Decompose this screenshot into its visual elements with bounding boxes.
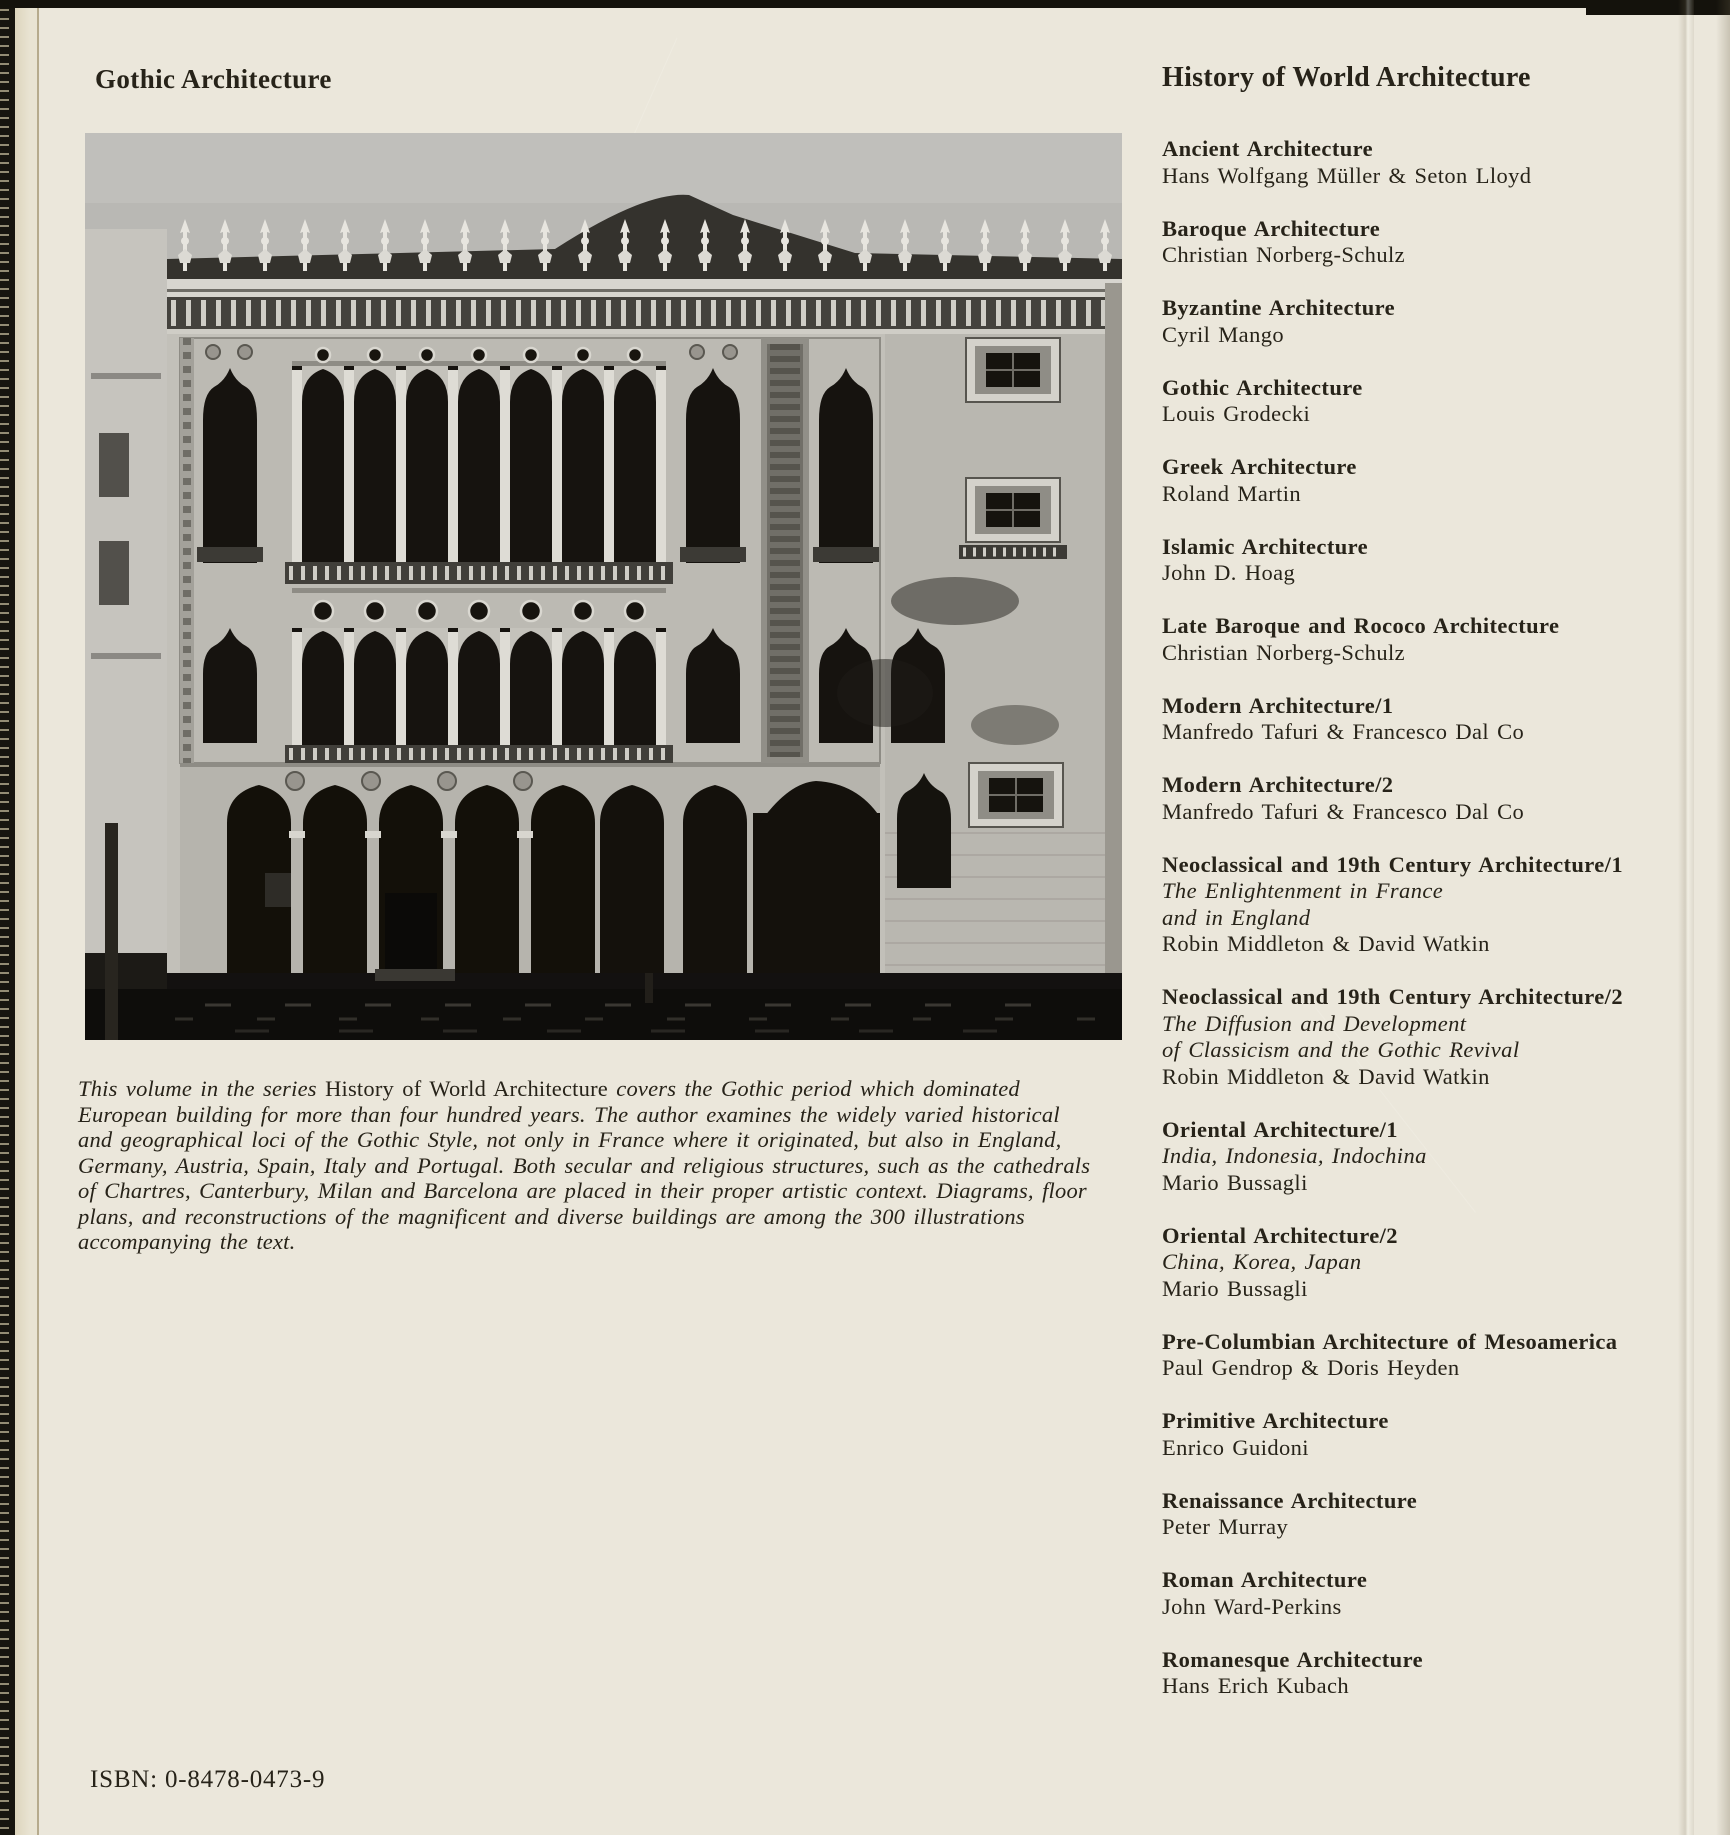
series-entry-subtitle: The Enlightenment in France — [1162, 878, 1444, 903]
series-entry-authors: Robin Middleton & David Watkin — [1162, 1063, 1490, 1089]
series-entry — [1162, 136, 1714, 189]
series-entry — [1162, 613, 1714, 666]
series-entry-subtitles — [1162, 1011, 1714, 1064]
series-entry-authors: Hans Wolfgang Müller & Seton Lloyd — [1162, 162, 1532, 188]
series-entry-subtitles — [1162, 1143, 1714, 1170]
series-entry-authors: Hans Erich Kubach — [1162, 1673, 1349, 1698]
series-entry-title: Ancient Architecture — [1162, 136, 1373, 161]
series-entry — [1162, 454, 1714, 507]
series-entry-authors: Manfredo Tafuri & Francesco Dal Co — [1162, 798, 1525, 824]
series-entry — [1162, 1117, 1714, 1197]
series-entry-title: Modern Architecture/2 — [1162, 772, 1394, 797]
series-entry — [1162, 1567, 1714, 1620]
series-entry-subtitles — [1162, 1249, 1714, 1276]
series-entry-authors: Peter Murray — [1162, 1514, 1289, 1539]
series-entry-subtitle: and in England — [1162, 904, 1311, 930]
blurb-lead: This volume in the series — [78, 1076, 326, 1101]
series-entry-title: Primitive Architecture — [1162, 1408, 1389, 1433]
series-entry — [1162, 1408, 1714, 1461]
series-entry-authors: Manfredo Tafuri & Francesco Dal Co — [1162, 719, 1525, 744]
series-entry — [1162, 1329, 1714, 1382]
series-entry — [1162, 295, 1714, 348]
series-entry — [1162, 534, 1714, 587]
series-entry-subtitle: of Classicism and the Gothic Revival — [1162, 1037, 1520, 1062]
mooring-pole — [105, 823, 118, 1040]
series-entry-authors: Cyril Mango — [1162, 321, 1285, 347]
neighbor-building — [85, 229, 167, 993]
series-entry — [1162, 693, 1714, 746]
scan-top-edge — [0, 0, 1730, 8]
series-entry-title: Gothic Architecture — [1162, 374, 1363, 400]
series-entry-subtitle: China, Korea, Japan — [1162, 1249, 1362, 1274]
scanner-film-strip — [0, 0, 15, 1835]
series-entry-authors: Roland Martin — [1162, 480, 1302, 506]
series-entry-title: Greek Architecture — [1162, 454, 1357, 479]
series-entry-authors: John Ward-Perkins — [1162, 1593, 1342, 1619]
series-entry-authors: Louis Grodecki — [1162, 401, 1311, 426]
scan-top-edge-right — [1586, 0, 1730, 15]
series-entry-title: Late Baroque and Rococo Architecture — [1162, 613, 1560, 638]
cover-edge-margin — [15, 0, 39, 1835]
series-entry-title: Neoclassical and 19th Century Architecture/2 — [1162, 984, 1623, 1009]
series-entry-title: Baroque Architecture — [1162, 215, 1381, 241]
terrace-balustrade — [167, 292, 1122, 334]
series-entry-authors: Mario Bussagli — [1162, 1275, 1308, 1301]
series-entry — [1162, 1647, 1714, 1700]
cover-right-shadow — [1716, 0, 1730, 1835]
series-entry — [1162, 772, 1714, 825]
series-entry-authors: Paul Gendrop & Doris Heyden — [1162, 1355, 1460, 1380]
series-entry-title: Roman Architecture — [1162, 1567, 1368, 1592]
series-entry — [1162, 984, 1714, 1090]
series-entry-title: Modern Architecture/1 — [1162, 692, 1394, 718]
series-entry — [1162, 216, 1714, 269]
series-entry-title: Renaissance Architecture — [1162, 1487, 1418, 1513]
cover-photo-ca-doro — [85, 133, 1122, 1040]
series-entry-authors: Mario Bussagli — [1162, 1169, 1308, 1195]
isbn-text: ISBN: 0-8478-0473-9 — [90, 1766, 326, 1793]
series-entry-title: Oriental Architecture/2 — [1162, 1222, 1398, 1248]
series-entry-title: Islamic Architecture — [1162, 533, 1368, 559]
series-entry-title: Neoclassical and 19th Century Architecture/1 — [1162, 851, 1623, 877]
series-entry — [1162, 1223, 1714, 1303]
series-entry-authors: Enrico Guidoni — [1162, 1434, 1309, 1460]
series-list-section — [1162, 62, 1714, 1726]
series-entry-subtitle: The Diffusion and Development — [1162, 1010, 1467, 1036]
series-entry-subtitle: India, Indonesia, Indochina — [1162, 1143, 1427, 1168]
series-entry — [1162, 1488, 1714, 1541]
series-entry-authors: Robin Middleton & David Watkin — [1162, 931, 1490, 956]
series-entry-title: Oriental Architecture/1 — [1162, 1116, 1398, 1142]
series-entry-title: Romanesque Architecture — [1162, 1646, 1423, 1672]
series-heading: History of World Architecture — [1162, 62, 1531, 93]
series-entry-subtitles — [1162, 878, 1714, 931]
series-entry-title: Pre-Columbian Architecture of Mesoamerica — [1162, 1328, 1618, 1354]
series-entries — [1162, 136, 1714, 1700]
series-entry — [1162, 375, 1714, 428]
series-entry-authors: Christian Norberg-Schulz — [1162, 639, 1406, 665]
venetian-palace-facade-illustration — [85, 133, 1122, 1040]
series-entry-title: Byzantine Architecture — [1162, 295, 1396, 320]
series-entry-authors: Christian Norberg-Schulz — [1162, 242, 1406, 267]
blurb-series-name: History of World Architecture — [325, 1076, 608, 1101]
series-entry — [1162, 852, 1714, 958]
book-title: Gothic Architecture — [95, 64, 332, 94]
series-entry-authors: John D. Hoag — [1162, 560, 1296, 585]
back-cover-blurb — [78, 1076, 1100, 1255]
blurb-rest: covers the Gothic period which dominated European building for more than four hundred years. The author examines the widely varied historical and geographical loci of the Gothic Style, not only in France where it originated, but also in England, Germany, Austria, Spain, Italy and Portugal. Both secular and religious structures, such as the cathedrals of Chartres, Canterbury, Milan and Barcelona are placed in their proper artistic context. Diagrams, floor plans, and reconstructions of the magnificent and diverse buildings are among the 300 illustrations accompanying the text. — [78, 1076, 1091, 1254]
